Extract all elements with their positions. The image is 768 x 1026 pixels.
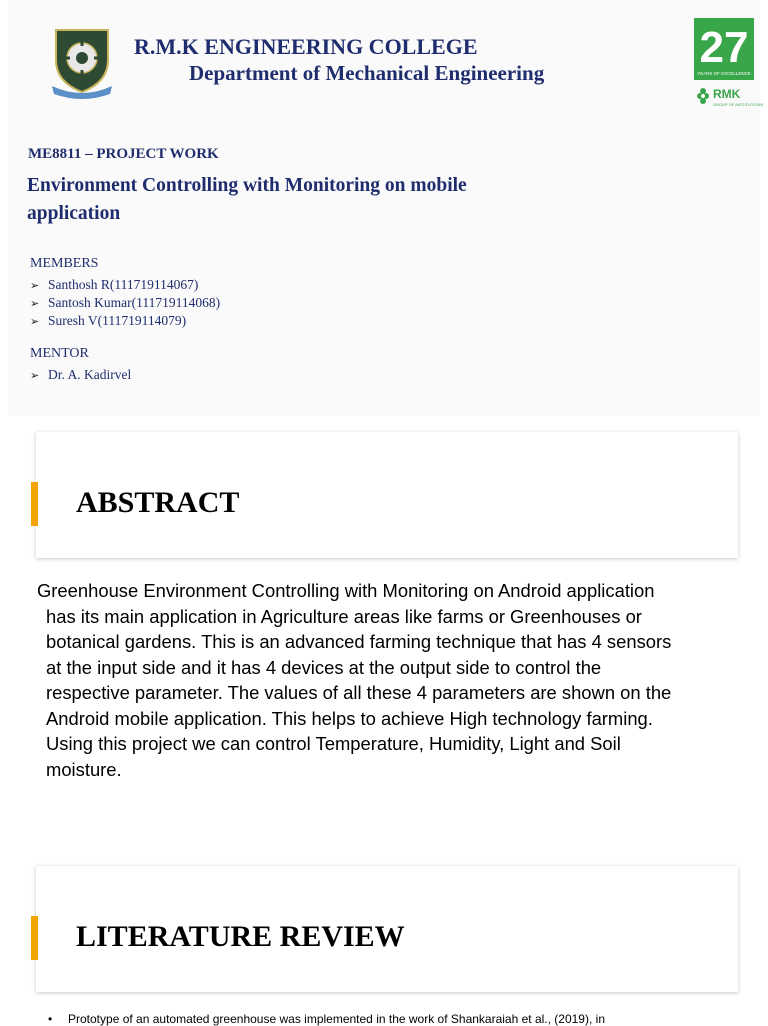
member-item: ➢ Suresh V(111719114079) <box>30 313 187 328</box>
abstract-text: Greenhouse Environment Controlling with Monitoring on Android application has its main application in Agriculture areas like farms or Greenhouses or botanical gardens. This is an advanced farming technique that has 4 sensors at the input side and it has 4 devices at the output side to control the respective parameter. The values of all these 4 parameters are shown on the Android mobile application. This helps to achieve High technology farming. Using this project we can control Temperature, Humidity, Light and Soil moisture. <box>37 580 672 780</box>
abstract-heading-card <box>36 432 738 558</box>
anniversary-number: 27 <box>699 23 749 72</box>
title-slide <box>8 0 764 416</box>
members-label: MEMBERS <box>30 256 99 271</box>
rmk-brand-sub: GROUP OF INSTITUTIONS <box>713 102 764 107</box>
arrow-bullet-icon: ➢ <box>30 296 40 310</box>
mentor-item: ➢ Dr. A. Kadirvel <box>30 367 132 382</box>
mentor-list <box>30 366 131 384</box>
accent-bar <box>31 482 38 526</box>
college-name: R.M.K ENGINEERING COLLEGE <box>134 34 478 59</box>
rmk-flower-icon <box>697 88 709 104</box>
literature-list <box>48 1012 605 1026</box>
anniversary-logo <box>694 18 764 112</box>
member-item: ➢ Santhosh R(111719114067) <box>30 277 199 292</box>
literature-heading-card <box>36 866 738 992</box>
rmk-brand: RMK <box>713 87 741 101</box>
literature-heading: LITERATURE REVIEW <box>76 920 405 953</box>
mentor-label: MENTOR <box>30 346 89 361</box>
course-code: ME8811 – PROJECT WORK <box>28 146 219 162</box>
bullet-dot-icon: • <box>48 1012 53 1026</box>
arrow-bullet-icon: ➢ <box>30 368 40 382</box>
anniversary-caption: YEARS OF EXCELLENCE <box>697 71 751 76</box>
member-item: ➢ Santosh Kumar(111719114068) <box>30 295 221 310</box>
literature-item: • Prototype of an automated greenhouse was implemented in the work of Shankaraiah et al., (2019), in <box>48 1012 605 1026</box>
members-list <box>30 276 220 330</box>
arrow-bullet-icon: ➢ <box>30 278 40 292</box>
college-crest-icon <box>44 24 120 100</box>
accent-bar <box>31 916 38 960</box>
arrow-bullet-icon: ➢ <box>30 314 40 328</box>
abstract-heading: ABSTRACT <box>76 486 240 519</box>
department-name: Department of Mechanical Engineering <box>189 61 545 85</box>
project-title: Environment Controlling with Monitoring on mobile application <box>27 175 467 224</box>
